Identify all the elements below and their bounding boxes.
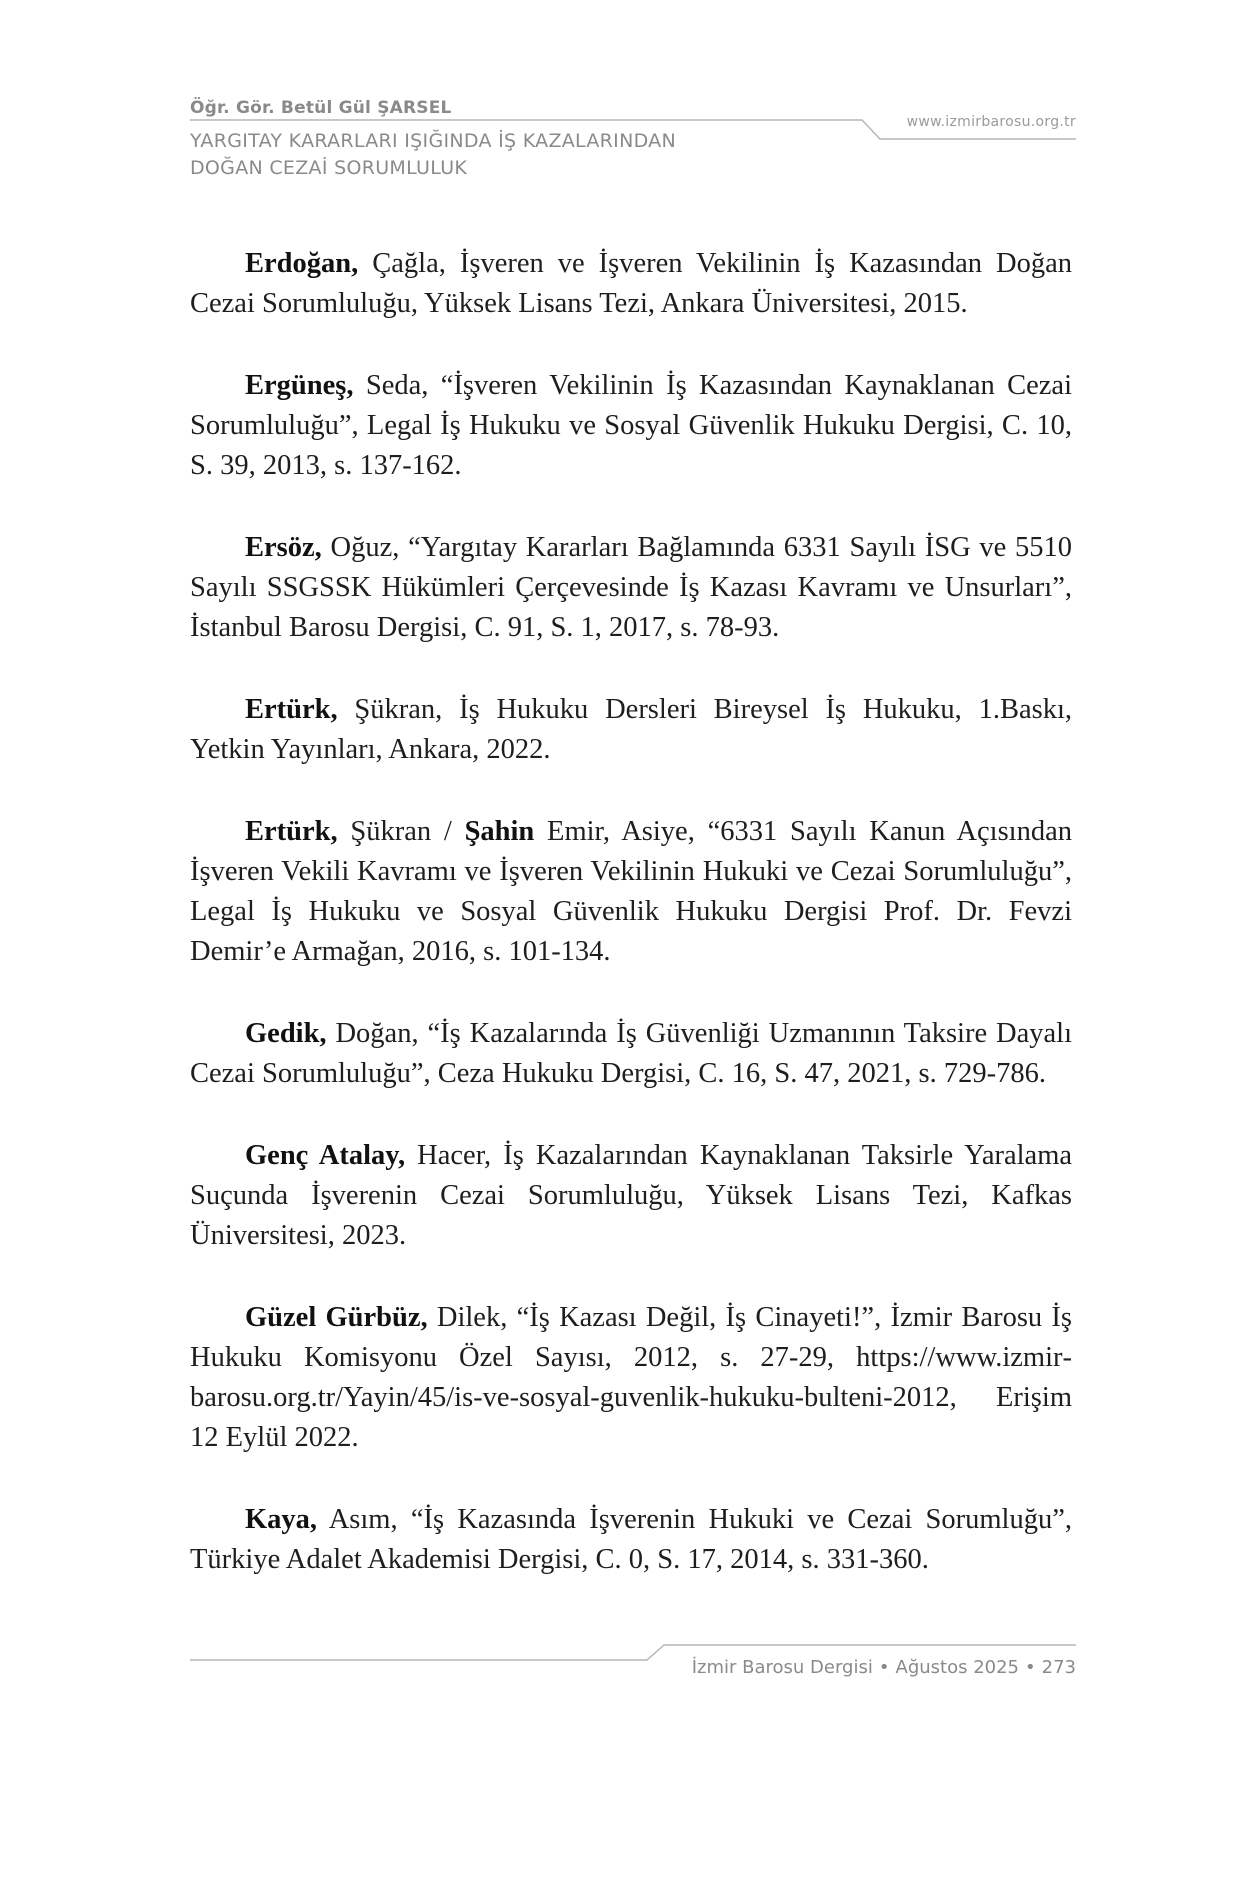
- entry-text: Hacer, İş Kazalarından Kaynaklanan Taksirle Yaralama Suçunda İşverenin Cezai Sorumluluğu, Yüksek Lisans Tezi, Kafkas Üniversitesi, 2023.: [190, 1140, 1073, 1251]
- entry-author: Gedik,: [245, 1018, 327, 1049]
- running-header-title: [190, 128, 750, 182]
- footer-issue-date: Ağustos 2025: [895, 1657, 1020, 1678]
- entry-coauthor: Şahin: [464, 816, 535, 847]
- page-number: 273: [1041, 1657, 1076, 1678]
- running-header-title-line: YARGITAY KARARLARI IŞIĞINDA İŞ KAZALARINDAN: [190, 130, 676, 152]
- bibliography-entry: [190, 1014, 1072, 1094]
- bibliography-list: [190, 244, 1072, 1622]
- entry-author: Erdoğan,: [245, 248, 359, 279]
- entry-text: Şükran /: [337, 816, 465, 847]
- entry-text: Dilek, “İş Kazası Değil, İş Cinayeti!”, İzmir Barosu İş Hukuku Komisyonu Özel Sayısı, 2012, s. 27-29, https://www.izmirbarosu.org.tr/Yayin/45/is-ve-sosyal-guvenlik-hukuku-bulteni-2012, Erişim 12 Eylül 2022.: [190, 1302, 1072, 1453]
- entry-author: Güzel Gürbüz,: [245, 1302, 428, 1333]
- entry-text: Çağla, İşveren ve İşveren Vekilinin İş Kazasından Doğan Cezai Sorumluluğu, Yüksek Lisans Tezi, Ankara Üniversitesi, 2015.: [190, 248, 1072, 319]
- bibliography-entry: [190, 366, 1072, 486]
- bibliography-entry: [190, 528, 1072, 648]
- entry-author: Ertürk,: [245, 694, 338, 725]
- bibliography-entry: [190, 812, 1072, 972]
- running-footer: [660, 1657, 1076, 1678]
- bibliography-entry: [190, 244, 1072, 324]
- entry-author: Kaya,: [245, 1504, 318, 1535]
- bibliography-entry: [190, 690, 1072, 770]
- entry-author: Ersöz,: [245, 532, 322, 563]
- entry-text: Doğan, “İş Kazalarında İş Güvenliği Uzmanının Taksire Dayalı Cezai Sorumluluğu”, Ceza Hukuku Dergisi, C. 16, S. 47, 2021, s. 729-786.: [190, 1018, 1072, 1089]
- bibliography-entry: [190, 1136, 1072, 1256]
- entry-author: Genç Atalay,: [245, 1140, 406, 1171]
- header-website-url: www.izmirbarosu.org.tr: [906, 114, 1076, 130]
- running-header-author: Öğr. Gör. Betül Gül ŞARSEL: [190, 98, 452, 118]
- footer-separator: •: [878, 1657, 890, 1678]
- bibliography-entry: [190, 1500, 1072, 1580]
- entry-text: Seda, “İşveren Vekilinin İş Kazasından Kaynaklanan Cezai Sorumluluğu”, Legal İş Hukuku ve Sosyal Güvenlik Hukuku Dergisi, C. 10, S. 39, 2013, s. 137-162.: [190, 370, 1072, 481]
- footer-journal-name: İzmir Barosu Dergisi: [691, 1657, 873, 1678]
- entry-text: Asım, “İş Kazasında İşverenin Hukuki ve Cezai Sorumluğu”, Türkiye Adalet Akademisi Dergisi, C. 0, S. 17, 2014, s. 331-360.: [190, 1504, 1072, 1575]
- running-header-title-line: DOĞAN CEZAİ SORUMLULUK: [190, 157, 468, 179]
- entry-text: Emir, Asiye, “6331 Sayılı Kanun Açısından İşveren Vekili Kavramı ve İşveren Vekilinin Hukuki ve Cezai Sorumluluğu”, Legal İş Hukuku ve Sosyal Güvenlik Hukuku Dergisi Prof. Dr. Fevzi Demir’e Armağan, 2016, s. 101-134.: [190, 816, 1072, 967]
- entry-author: Ergüneş,: [245, 370, 354, 401]
- entry-text: Oğuz, “Yargıtay Kararları Bağlamında 6331 Sayılı İSG ve 5510 Sayılı SSGSSK Hükümleri Çerçevesinde İş Kazası Kavramı ve Unsurları”, İstanbul Barosu Dergisi, C. 91, S. 1, 2017, s. 78-93.: [190, 532, 1072, 643]
- footer-separator: •: [1025, 1657, 1036, 1678]
- bibliography-entry: [190, 1298, 1072, 1458]
- entry-author: Ertürk,: [245, 816, 338, 847]
- entry-text: Şükran, İş Hukuku Dersleri Bireysel İş Hukuku, 1.Baskı, Yetkin Yayınları, Ankara, 2022.: [190, 694, 1072, 765]
